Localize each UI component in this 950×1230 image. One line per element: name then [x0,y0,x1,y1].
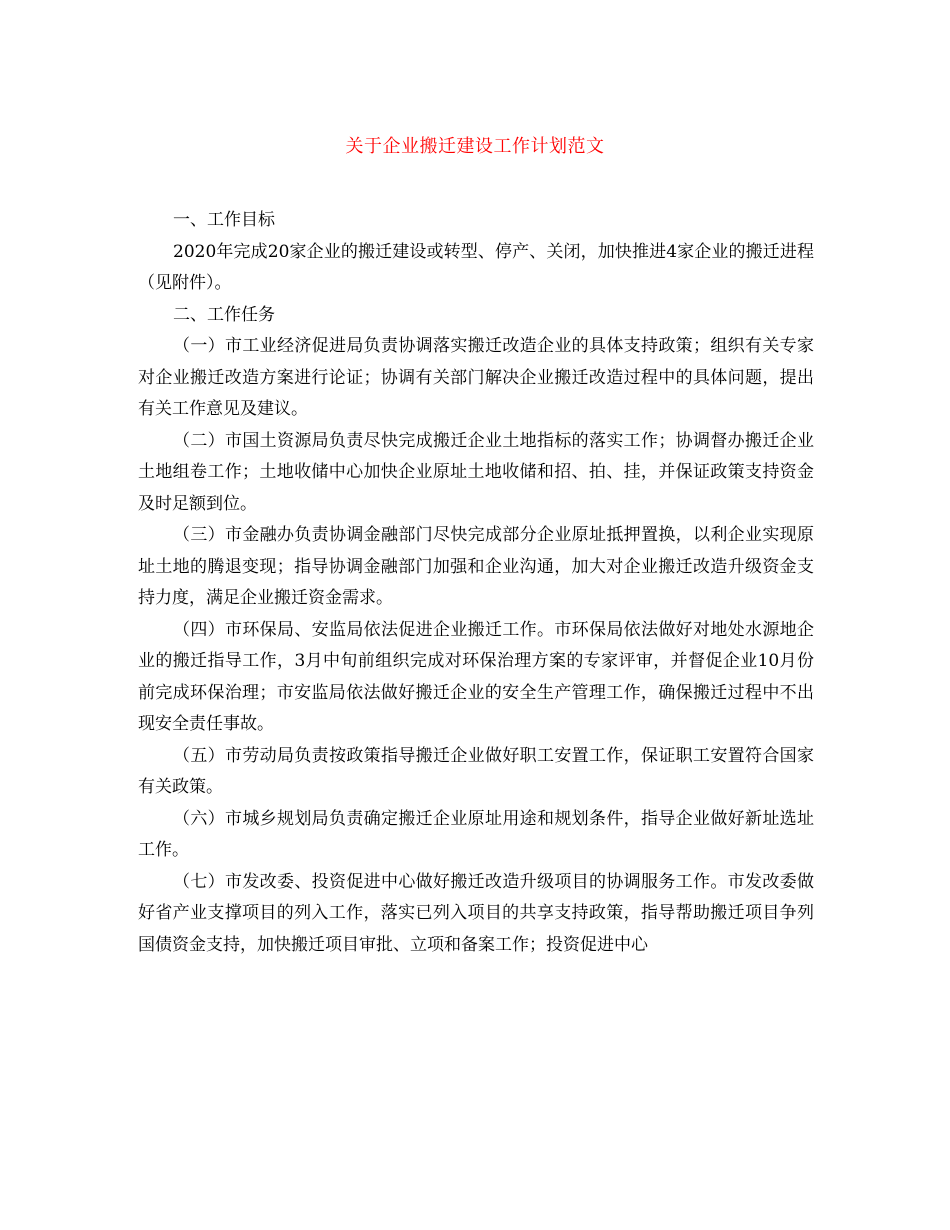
paragraph: （二）市国土资源局负责尽快完成搬迁企业土地指标的落实工作；协调督办搬迁企业土地组卷工作；土地收储中心加快企业原址土地收储和招、拍、挂，并保证政策支持资金及时足额到位。 [138,430,814,514]
section-heading: 一、工作目标 [173,210,275,230]
document-title: 关于企业搬迁建设工作计划范文 [345,136,605,157]
document-body [138,205,814,961]
paragraph: （一）市工业经济促进局负责协调落实搬迁改造企业的具体支持政策；组织有关专家对企业搬迁改造方案进行论证；协调有关部门解决企业搬迁改造过程中的具体问题，提出有关工作意见及建议。 [138,336,814,419]
paragraph: （四）市环保局、安监局依法促进企业搬迁工作。市环保局依法做好对地处水源地企业的搬迁指导工作，3月中旬前组织完成对环保治理方案的专家评审，并督促企业10月份前完成环保治理；市安监局依法做好搬迁企业的安全生产管理工作，确保搬迁过程中不出现安全责任事故。 [138,619,814,734]
paragraph: （五）市劳动局负责按政策指导搬迁企业做好职工安置工作，保证职工安置符合国家有关政策。 [138,745,814,797]
paragraph: （七）市发改委、投资促进中心做好搬迁改造升级项目的协调服务工作。市发改委做好省产业支撑项目的列入工作，落实已列入项目的共享支持政策，指导帮助搬迁项目争列国债资金支持，加快搬迁项目审批、立项和备案工作；投资促进中心 [138,871,814,955]
paragraph: 2020年完成20家企业的搬迁建设或转型、停产、关闭，加快推进4家企业的搬迁进程（见附件）。 [138,241,814,293]
paragraph: （三）市金融办负责协调金融部门尽快完成部分企业原址抵押置换，以利企业实现原址土地的腾退变现；指导协调金融部门加强和企业沟通，加大对企业搬迁改造升级资金支持力度，满足企业搬迁资金需求。 [138,525,814,608]
section-heading: 二、工作任务 [173,304,275,325]
paragraph: （六）市城乡规划局负责确定搬迁企业原址用途和规划条件，指导企业做好新址选址工作。 [138,808,814,860]
